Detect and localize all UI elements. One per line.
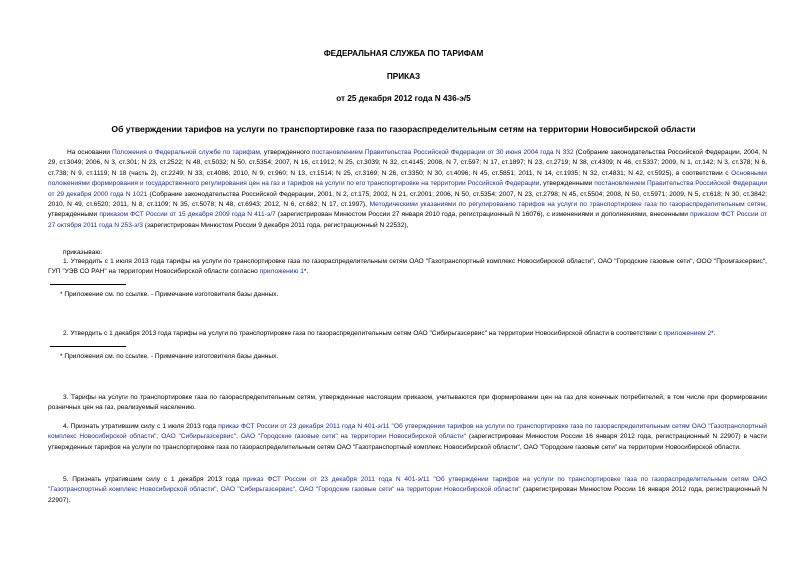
- preamble-text: На основании: [67, 149, 113, 156]
- link-appendix-2[interactable]: приложением 2: [663, 330, 712, 337]
- preamble-text: , утвержденного: [259, 149, 312, 156]
- link-fst-order-401-item4[interactable]: приказ ФСТ России от 23 декабря 2011 года N 401-э/11 "Об утверждении тарифов на услуги по транспортировке газа по газораспределительным сетям ОАО "Газотранспортный комплекс Новосибирской области", ОАО "Сибирьгазсервис", ОАО "Городские газовые сети" на территории Новосибирской области": [48, 423, 767, 441]
- item-text: 5. Признать утратившим силу с 1 декабря 2013 года: [63, 476, 243, 483]
- footnote-1: * Приложение см. по ссылке. - Примечание изготовителя базы данных.: [60, 291, 279, 298]
- document-type-heading: ПРИКАЗ: [386, 72, 421, 81]
- preamble-text: (Собрание законодательства Российской Федерации, 2004, N 29, ст.3049; 2006, N 3, ст.301; N 23, ст.2522; N 48, ст.5032; N 50, ст.5354; 2007, N 16, ст.1912; N 25, ст.3039; N 32, ст.4145; 2008, N 7, ст.597; N 17, ст.1897; N 23, ст.2719; N 38, ст.4309; N 46, ст.5337; 2009, N 1, ст.142; N 3, ст.378; N 6, ст.738; N 9, ст.1119; N 18 (часть 2), ст.2249; N 33, ст.4086; 2010, N 9, ст.960; N 13, ст.1514; N 25, ст.3169; N 26, ст.3350; N 30, ст.4096; N 45, ст.5851; 2011, N 14, ст.1935; N 32, ст.4831; N 42, ст.5925), в соответствии с: [48, 149, 767, 177]
- document-title: Об утверждении тарифов на услуги по транспортировке газа по газораспределительным сетям на территории Новосибирской области: [111, 124, 696, 134]
- preamble-text: , утвержденными: [539, 180, 595, 188]
- item-text: 4. Признать утратившим силу с 1 июля 2013 года: [63, 423, 219, 430]
- item-4-paragraph: [48, 422, 767, 453]
- footnote-2: * Приложения см. по ссылке. - Примечание изготовителя базы данных.: [60, 353, 279, 360]
- agency-heading: ФЕДЕРАЛЬНАЯ СЛУЖБА ПО ТАРИФАМ: [323, 49, 484, 58]
- order-word: приказываю:: [63, 249, 103, 256]
- link-methodical-guidelines[interactable]: Методическими указаниями по регулированию тарифов на услуги по транспортировке газа по газораспределительным сетям: [369, 201, 766, 209]
- link-basic-provisions[interactable]: Основными положениями формирования и государственного регулирования цен на газ и тарифов на услуги по его транспортировке на территории Российской Федерации: [48, 169, 767, 188]
- link-government-decree-1021[interactable]: постановлением Правительства Российской Федерации от 29 декабря 2000 года N 1021: [48, 180, 768, 198]
- link-fst-order-401-item5[interactable]: приказ ФСТ России от 23 декабря 2011 года N 401-э/11 "Об утверждении тарифов на услуги по транспортировке газа по газораспределительным сетям ОАО "Газотранспортный комплекс Новосибирской области", ОАО "Сибирьгазсервис", ОАО "Городские газовые сети" на территории Новосибирской области": [48, 476, 767, 494]
- item-2-paragraph: [48, 329, 767, 339]
- item-text: 2. Утвердить с 1 декабря 2013 года тарифы на услуги по транспортировке газа по газораспределительным сетям ОАО "Сибирьгазсервис" на территории Новосибирской области в соответствии с: [63, 330, 664, 337]
- preamble-text: (зарегистрирован Минюстом России 27 января 2010 года, регистрационный N 16076), с изменениями и дополнениями, внесенными: [275, 211, 691, 219]
- preamble-paragraph: [48, 148, 767, 231]
- link-fst-regulation[interactable]: Положения о Федеральной службе по тарифам: [112, 149, 260, 156]
- footnote-divider: [50, 284, 126, 285]
- link-fst-order-411[interactable]: приказом ФСТ России от 15 декабря 2009 года N 411-э/7: [99, 211, 276, 219]
- preamble-text: (зарегистрирован Минюстом России 9 декабря 2011 года, регистрационный N 22532),: [142, 221, 409, 229]
- item-text: *.: [711, 330, 716, 337]
- footnote-divider: [50, 346, 126, 347]
- item-text: (зарегистрирован Минюстом России 16 января 2012 года, регистрационный N 22907) в части утвержденных тарифов на услуги по транспортировке газа по газораспределительным сетям ОАО "Газотранспортный комплекс Новосибирской области", ОАО "Городские газовые сети" на территории Новосибирской области.: [48, 433, 767, 451]
- preamble-text: (Собрание законодательства Российской Федерации, 2001, N 2, ст.175; 2002, N 21, ст.2001; 2006, N 50, ст.5354; 2007, N 23, ст.2798; N 45, ст.5504; 2008, N 50, ст.5971; 2009, N 5, ст.618; N 30, ст.3842; 2010, N 49, ст.6520; 2011, N 8, ст.1109; N 35, ст.5078; N 48, ст.6943; 2012, N 6, ст.682; N 17, ст.1997),: [48, 190, 767, 209]
- item-5-paragraph: [48, 475, 767, 506]
- preamble-text: , утвержденными: [48, 201, 768, 219]
- item-3-paragraph: 3. Тарифы на услуги по транспортировке газа по газораспределительным сетям, утвержденные настоящим приказом, учитываются при формировании цен на газ для конечных потребителей, в том числе при формировании розничных цен на газ, реализуемый населению.: [48, 394, 767, 412]
- item-text: 1. Утвердить с 1 июля 2013 года тарифы на услуги по транспортировке газа по газораспределительным сетям ОАО "Газотранспортный комплекс Новосибирской области", ОАО "Городские газовые сети", ООО "Промгазсервис", ГУП "УЭВ СО РАН" на территории Новосибирской области согласно: [48, 258, 767, 276]
- document-date-line: от 25 декабря 2012 года N 436-э/5: [336, 94, 471, 103]
- link-fst-order-253[interactable]: приказом ФСТ России от 27 октября 2011 года N 253-э/3: [48, 211, 767, 229]
- item-text: *.: [303, 268, 309, 276]
- link-appendix-1[interactable]: приложению 1: [259, 268, 304, 276]
- link-government-decree-332[interactable]: постановлением Правительства Российской Федерации от 30 июня 2004 года N 332: [311, 149, 574, 156]
- item-text: (зарегистрирован Минюстом России 16 января 2012 года, регистрационный N 22907).: [48, 486, 768, 504]
- item-1-paragraph: [48, 257, 767, 278]
